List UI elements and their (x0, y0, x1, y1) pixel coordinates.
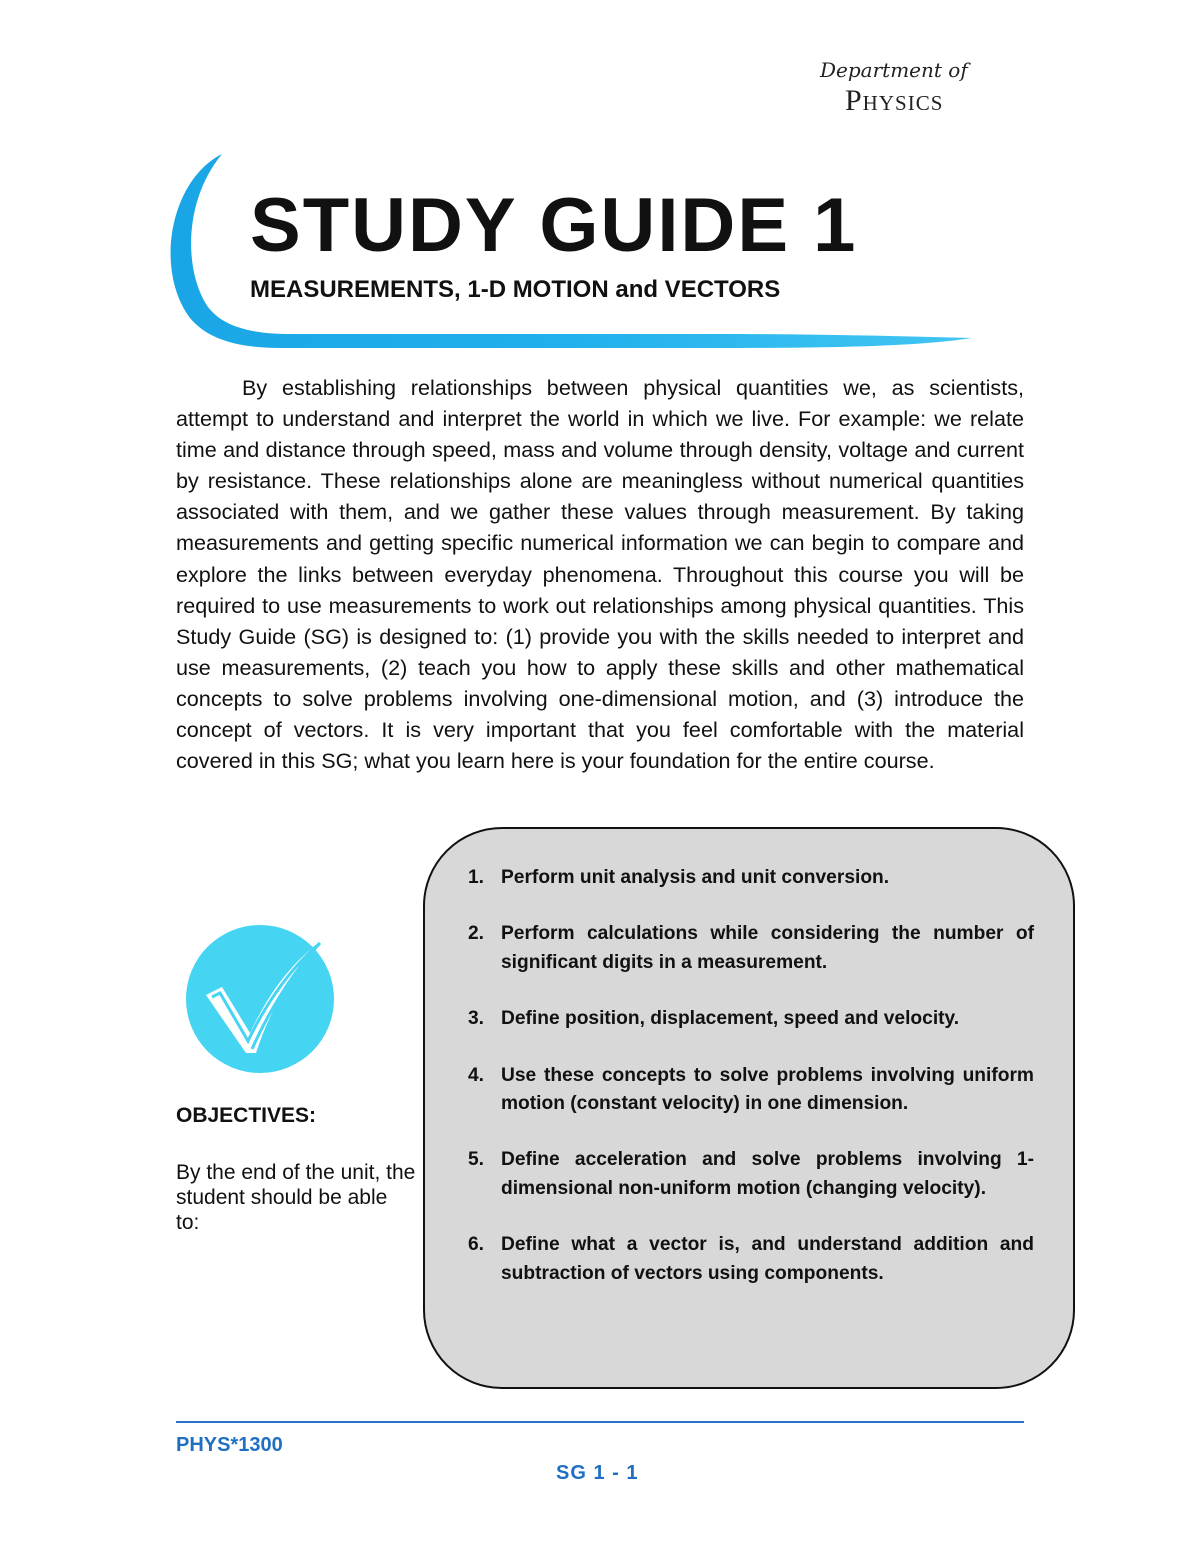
department-of-label: Department of (820, 58, 968, 82)
study-guide-title: STUDY GUIDE 1 (250, 183, 858, 268)
objective-text: Define position, displacement, speed and velocity. (501, 1008, 960, 1030)
objective-item (468, 920, 1034, 977)
study-guide-subtitle: MEASUREMENTS, 1-D MOTION and VECTORS (250, 276, 781, 303)
objective-number: 5. (468, 1149, 485, 1171)
objective-number: 4. (468, 1064, 485, 1086)
objective-text: Perform unit analysis and unit conversion. (501, 867, 890, 888)
objectives-heading: OBJECTIVES: (176, 1104, 317, 1127)
objective-text: Define what a vector is, and understand addition and subtraction of vectors using components. (501, 1234, 1034, 1284)
objective-item (468, 1146, 1034, 1203)
objective-item (468, 864, 1034, 892)
objective-text: Define acceleration and solve problems involving 1-dimensional non-uniform motion (changing velocity). (501, 1149, 1034, 1199)
objective-text: Perform calculations while considering the number of significant digits in a measurement. (501, 923, 1034, 973)
footer-divider (176, 1421, 1024, 1423)
objective-number: 3. (468, 1008, 485, 1030)
intro-paragraph: By establishing relationships between physical quantities we, as scientists, attempt to understand and interpret the world in which we live. For example: we relate time and distance through speed, mass and volume through density, voltage and current by resistance. These relationships alone are meaningless without numerical quantities associated with them, and we gather these values through measurement. By taking measurements and getting specific numerical information we can begin to compare and explore the links between everyday phenomena. Throughout this course you will be required to use measurements to work out relationships among physical quantities. This Study Guide (SG) is designed to: (1) provide you with the skills needed to interpret and use measurements, (2) teach you how to apply these skills and other mathematical concepts to solve problems involving one-dimensional motion, and (3) introduce the concept of vectors. It is very important that you feel comfortable with the material covered in this SG; what you learn here is your foundation for the entire course. (176, 375, 1024, 774)
objectives-list (468, 864, 1034, 1316)
objectives-description: By the end of the unit, the student should be able to: (176, 1161, 416, 1234)
checkmark-icon (186, 925, 334, 1073)
objective-number: 2. (468, 923, 485, 945)
objective-item (468, 1062, 1034, 1119)
objective-number: 6. (468, 1234, 485, 1256)
footer-page-number: SG 1 - 1 (556, 1462, 639, 1484)
objective-item (468, 1231, 1034, 1288)
footer-course-code: PHYS*1300 (176, 1434, 283, 1456)
objective-number: 1. (468, 867, 485, 888)
objective-text: Use these concepts to solve problems involving uniform motion (constant velocity) in one dimension. (501, 1064, 1034, 1115)
objective-item (468, 1005, 1034, 1033)
department-name: Physics (845, 84, 944, 117)
